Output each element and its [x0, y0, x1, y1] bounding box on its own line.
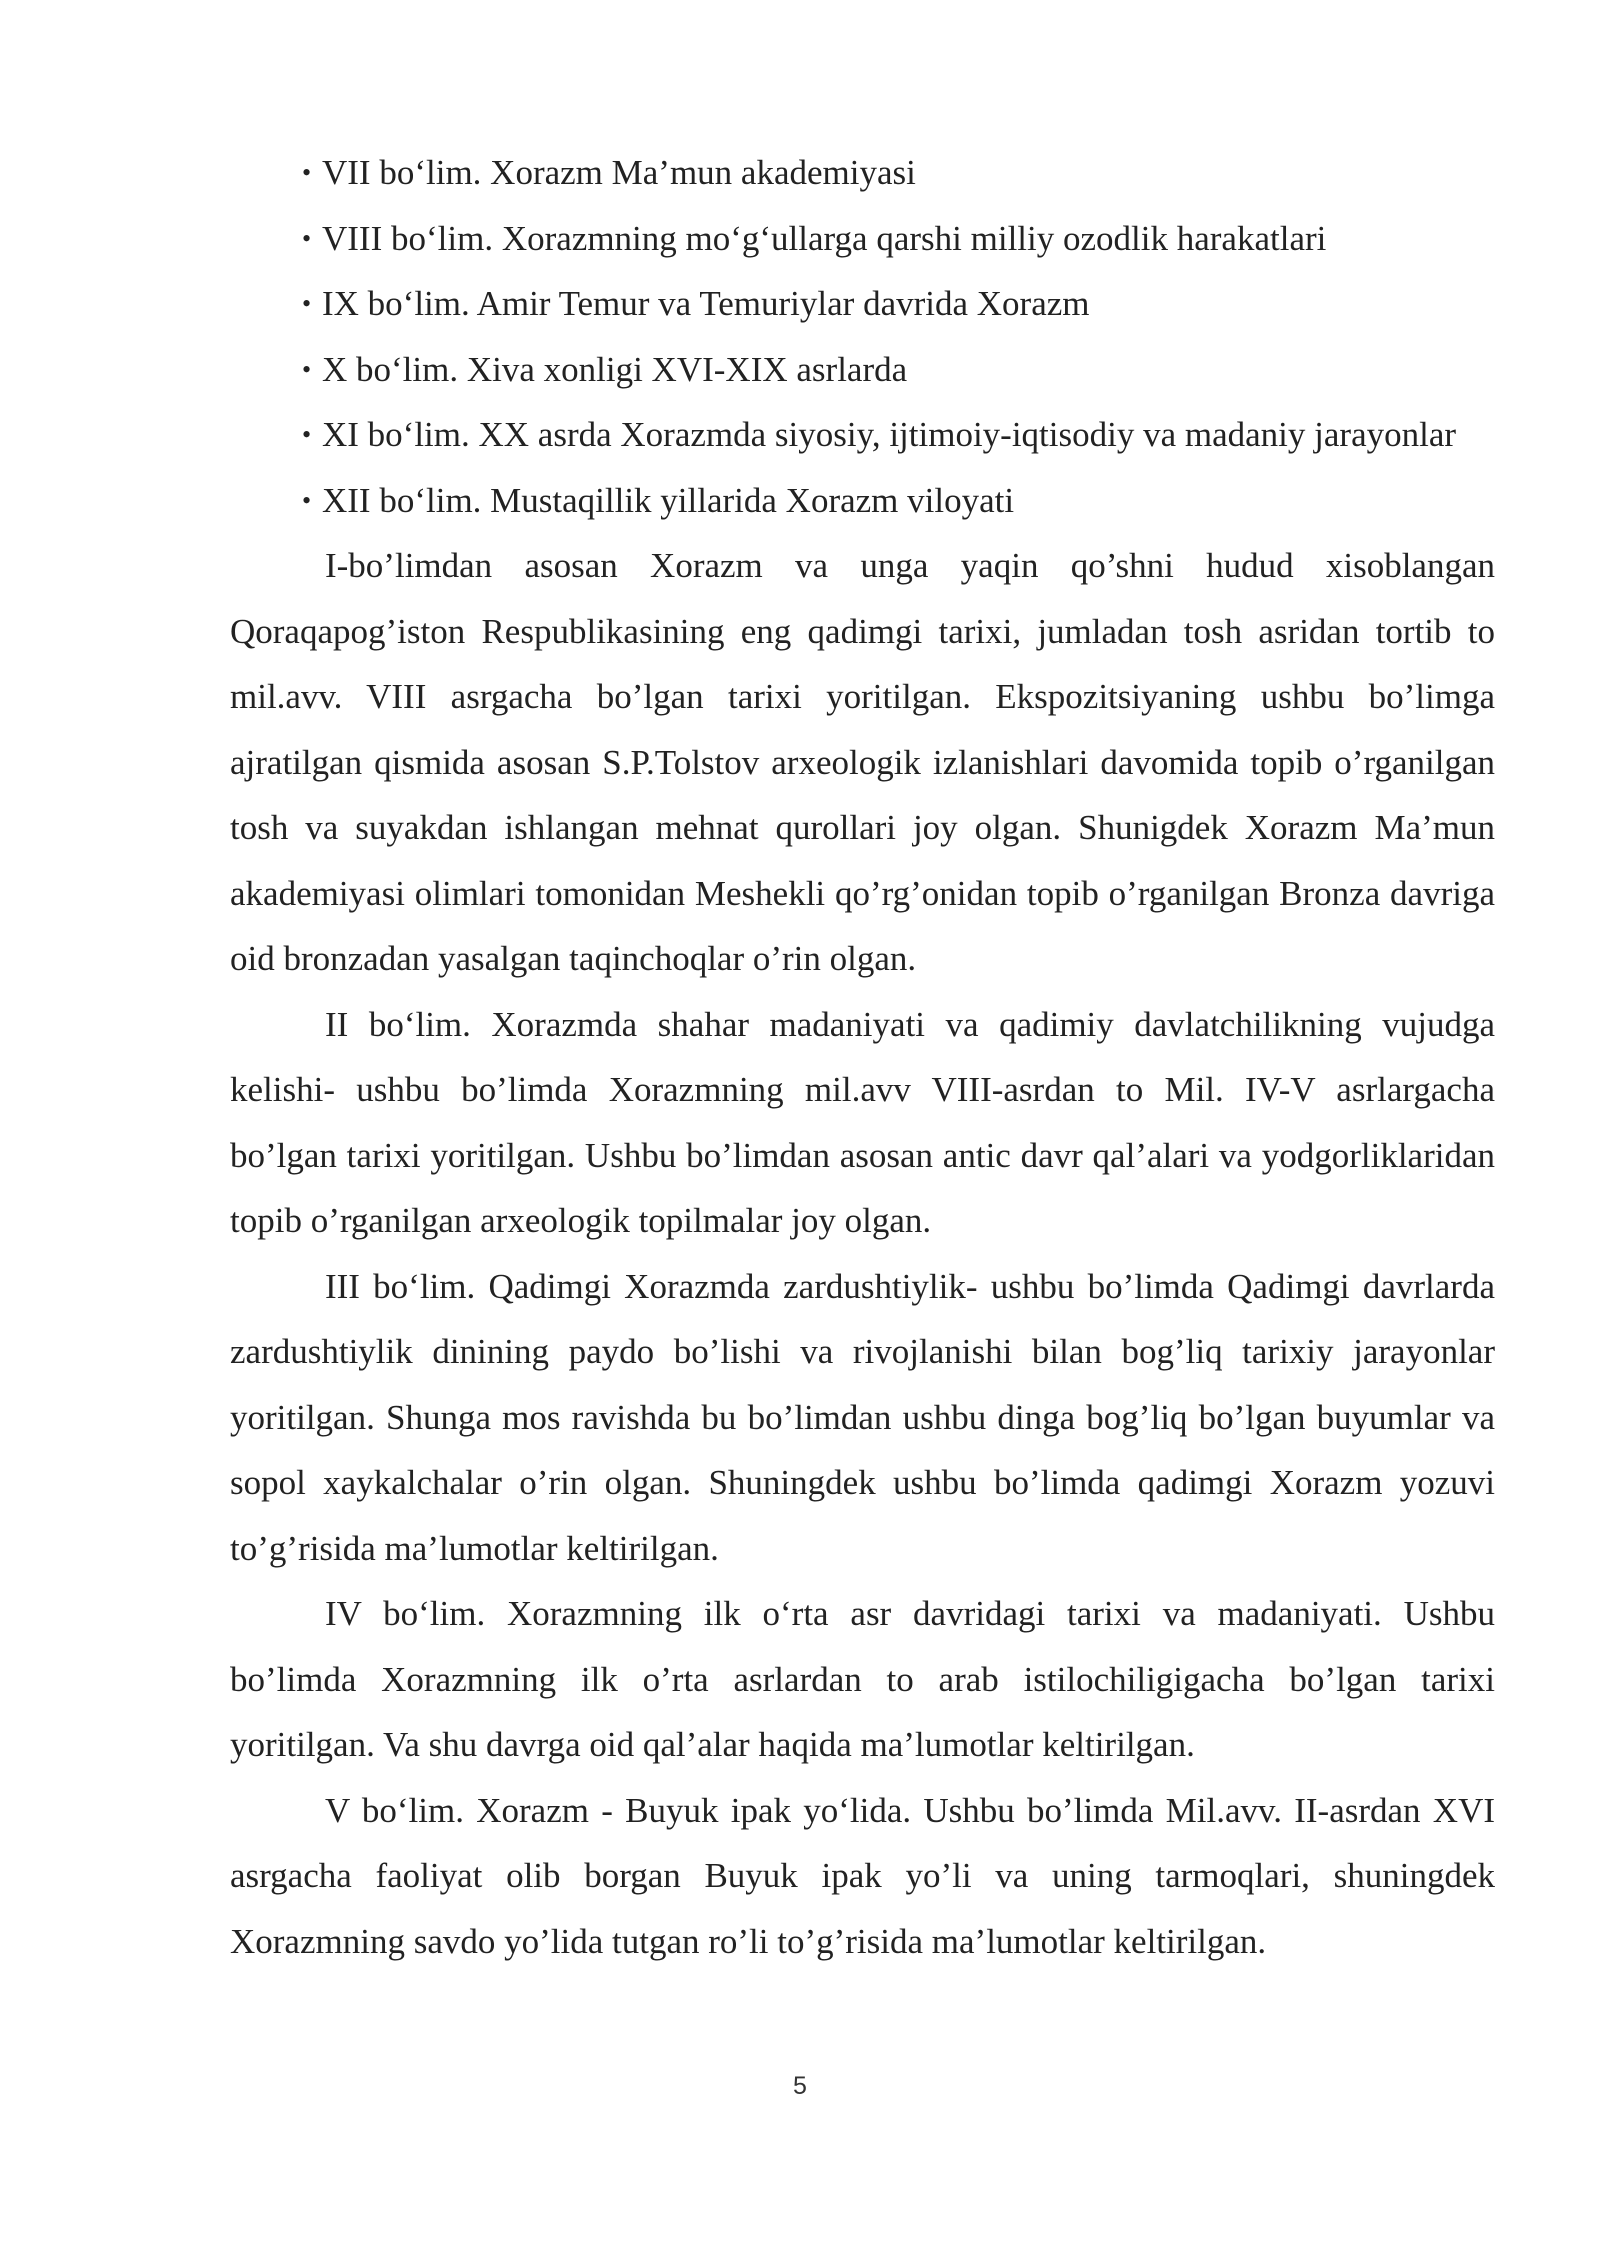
bullet-item: [230, 271, 1495, 337]
page-number: 5: [793, 2072, 807, 2100]
section-paragraph: V bo‘lim. Xorazm - Buyuk ipak yo‘lida. Ushbu bo’limda Mil.avv. II-asrdan XVI asrgacha faoliyat olib borgan Buyuk ipak yo’li va uning tarmoqlari, shuningdek Xorazmning savdo yo’lida tutgan ro’li to’g’risida ma’lumotlar keltirilgan.: [230, 1790, 1495, 1961]
section-paragraph: IV bo‘lim. Xorazmning ilk o‘rta asr davridagi tarixi va madaniyati. Ushbu bo’limda Xorazmning ilk o’rta asrlardan to arab istilochiligigacha bo’lgan tarixi yoritilgan. Va shu davrga oid qal’alar haqida ma’lumotlar keltirilgan.: [230, 1594, 1495, 1764]
bullet-text: VIII bo‘lim. Xorazmning mo‘g‘ullarga qarshi milliy ozodlik harakatlari: [322, 218, 1327, 258]
bullet-item: [230, 468, 1495, 534]
bullet-icon: •: [302, 289, 312, 318]
bullet-text: IX bo‘lim. Amir Temur va Temuriylar davrida Xorazm: [322, 284, 1090, 323]
bullet-icon: •: [302, 485, 312, 515]
section-paragraph: II bo‘lim. Xorazmda shahar madaniyati va qadimiy davlatchilikning vujudga kelishi- ushbu bo’limda Xorazmning mil.avv VIII-asrdan to Mil. IV-V asrlargacha bo’lgan tarixi yoritilgan. Ushbu bo’limdan asosan antic davr qal’alari va yodgorliklaridan topib o’rganilgan arxeologik topilmalar joy olgan.: [230, 1004, 1495, 1240]
bullet-text: X bo‘lim. Xiva xonligi XVI-XIX asrlarda: [322, 349, 908, 389]
bullet-text: VII bo‘lim. Xorazm Ma’mun akademiyasi: [322, 153, 916, 192]
bullet-text: XII bo‘lim. Mustaqillik yillarida Xorazm viloyati: [322, 480, 1015, 520]
bullet-item: [230, 402, 1495, 468]
section-paragraph: I-bo’limdan asosan Xorazm va unga yaqin qo’shni hudud xisoblangan Qoraqapog’iston Respublikasining eng qadimgi tarixi, jumladan tosh asridan tortib to mil.avv. VIII asrgacha bo’lgan tarixi yoritilgan. Ekspozitsiyaning ushbu bo’limga ajratilgan qismida asosan S.P.Tolstov arxeologik izlanishlari davomida topib o’rganilgan tosh va suyakdan ishlangan mehnat qurollari joy olgan. Shunigdek Xorazm Ma’mun akademiyasi olimlari tomonidan Meshekli qo’rg’onidan topib o’rganilgan Bronza davriga oid bronzadan yasalgan taqinchoqlar o’rin olgan.: [230, 546, 1495, 978]
section-paragraph: III bo‘lim. Qadimgi Xorazmda zardushtiylik- ushbu bo’limda Qadimgi davrlarda zardushtiylik dinining paydo bo’lishi va rivojlanishi bilan bog’liq tarixiy jarayonlar yoritilgan. Shunga mos ravishda bu bo’limdan ushbu dinga bog’liq bo’lgan buyumlar va sopol xaykalchalar o’rin olgan. Shuningdek ushbu bo’limda qadimgi Xorazm yozuvi to’g’risida ma’lumotlar keltirilgan.: [230, 1266, 1495, 1568]
bullet-item: [230, 337, 1495, 403]
bullet-icon: •: [302, 223, 312, 253]
bullet-icon: •: [302, 420, 312, 449]
bullet-icon: •: [302, 354, 312, 384]
document-page: [230, 140, 1495, 1974]
bullet-text: XI bo‘lim. XX asrda Xorazmda siyosiy, ijtimoiy-iqtisodiy va madaniy jarayonlar: [322, 415, 1457, 454]
bullet-item: [230, 206, 1495, 272]
bullet-icon: •: [302, 158, 312, 187]
bullet-item: [230, 140, 1495, 206]
